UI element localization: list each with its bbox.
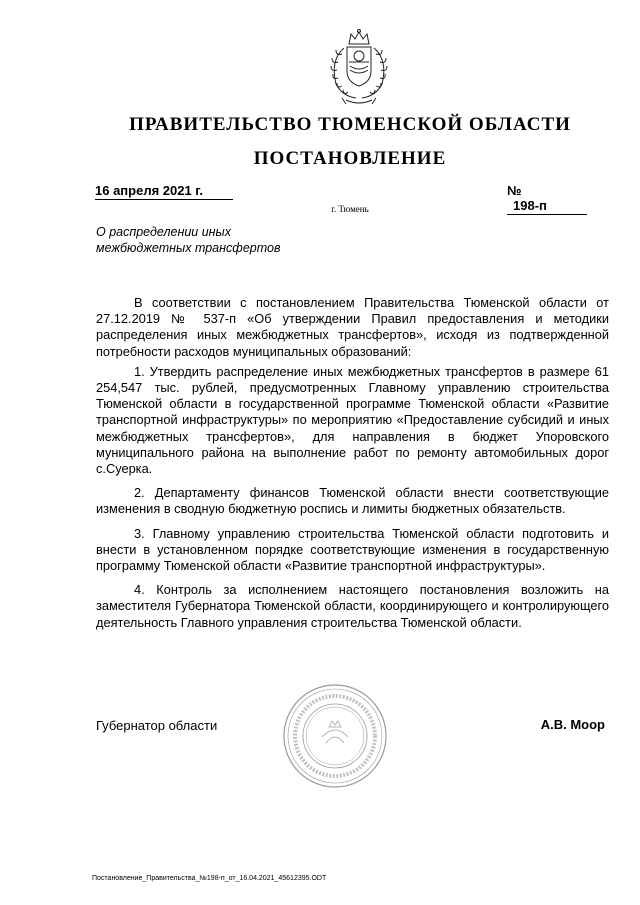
number-value: 198-п bbox=[507, 198, 587, 215]
coat-of-arms-icon bbox=[316, 26, 402, 112]
item-paragraph-2: 2. Департаменту финансов Тюменской области внести соответствующие изменения в сводную бюджетную роспись и лимиты бюджетных обязательств. bbox=[96, 485, 609, 517]
item-paragraph-1: 1. Утвердить распределение иных межбюджетных трансфертов в размере 61 254,547 тыс. рублей, предусмотренных Главному управлению строительства Тюменской области в государственной программе Тюменской области «Развитие транспортной инфраструктуры» по мероприятию «Предоставление субсидий и иных межбюджетных трансфертов», для направления в бюджет Упоровского муниципального района на выполнение работ по ремонту автомобильных дорог с.Суерка. bbox=[96, 363, 609, 477]
document-type: ПОСТАНОВЛЕНИЕ bbox=[253, 148, 447, 169]
subject-line-1: О распределении иных bbox=[96, 225, 231, 239]
city: г. Тюмень bbox=[331, 204, 369, 214]
document-body bbox=[96, 295, 609, 639]
signatory-name: А.В. Моор bbox=[540, 717, 605, 732]
number-sign: № bbox=[507, 183, 522, 198]
government-title: ПРАВИТЕЛЬСТВО ТЮМЕНСКОЙ ОБЛАСТИ bbox=[129, 114, 571, 135]
seal-stamp-icon bbox=[282, 683, 388, 789]
document-date: 16 апреля 2021 г. bbox=[95, 183, 233, 200]
document-subject bbox=[96, 224, 356, 256]
subject-line-2: межбюджетных трансфертов bbox=[96, 241, 281, 255]
item-paragraph-3: 3. Главному управлению строительства Тюменской области подготовить и внести в установленном порядке соответствующие изменения в государственную программу Тюменской области «Развитие транспортной инфраструктуры». bbox=[96, 525, 609, 574]
footer-filename: Постановление_Правительства_№198-п_от_16.04.2021_45612395.ODT bbox=[92, 875, 327, 882]
item-paragraph-4: 4. Контроль за исполнением настоящего постановления возложить на заместителя Губернатора Тюменской области, координирующего и контролирующего деятельность Главного управления строительства Тюменской области. bbox=[96, 582, 609, 630]
signatory-title: Губернатор области bbox=[96, 718, 218, 733]
preamble-paragraph: В соответствии с постановлением Правительства Тюменской области от 27.12.2019 № 537-п «Об утверждении Правил предоставления и методики распределения иных межбюджетных трансфертов», исходя из подтвержденной потребности расходов муниципальных образований: bbox=[96, 295, 609, 359]
